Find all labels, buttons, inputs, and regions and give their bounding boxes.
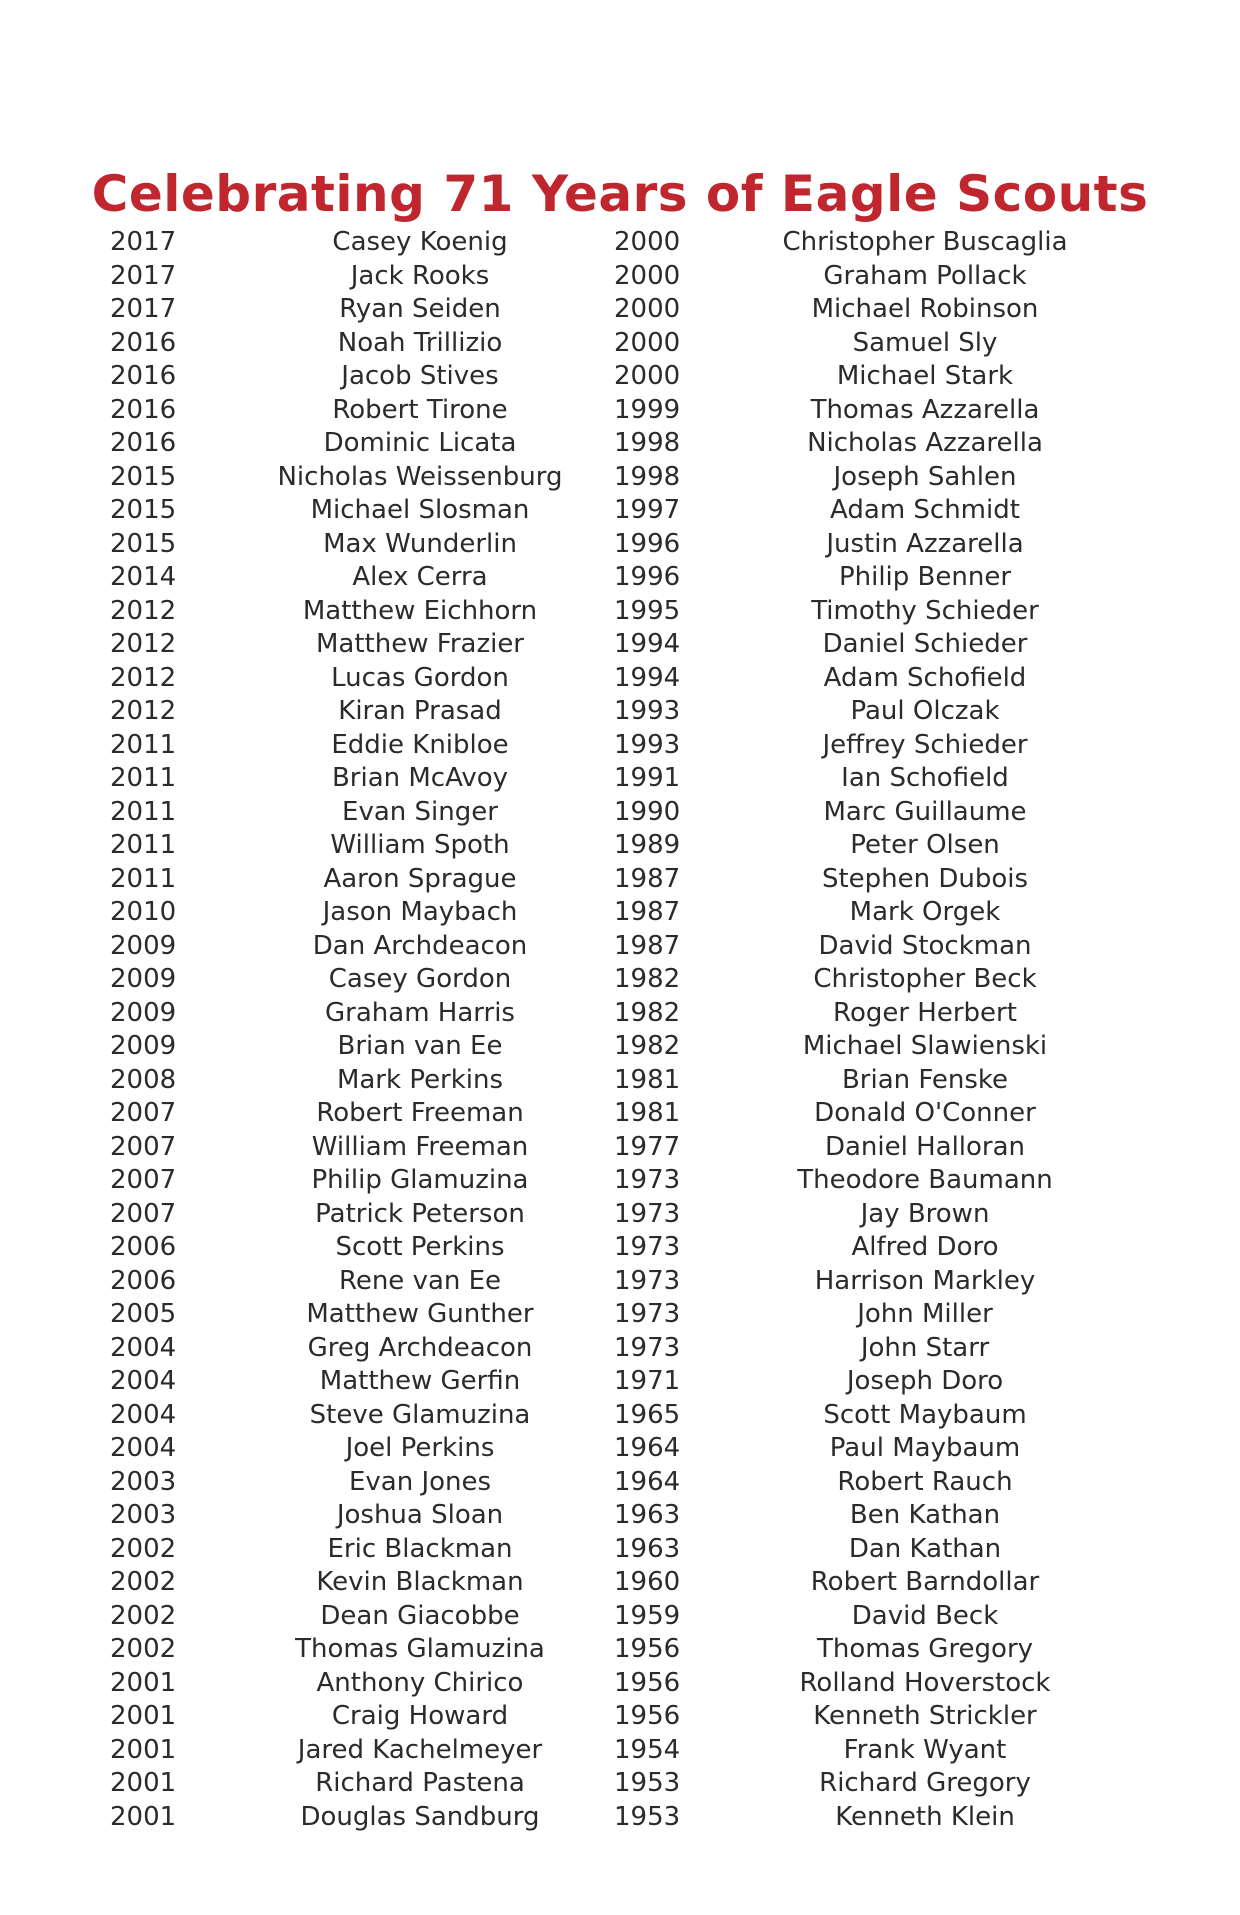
right-year: 1987 bbox=[614, 930, 681, 961]
left-name: Mark Perkins bbox=[336, 1064, 504, 1095]
right-year: 1998 bbox=[614, 461, 681, 492]
list-row bbox=[0, 226, 1240, 260]
left-year: 2017 bbox=[110, 227, 177, 257]
left-year: 2004 bbox=[110, 1332, 177, 1363]
right-year: 1956 bbox=[614, 1701, 681, 1731]
right-name: Kenneth Strickler bbox=[813, 1701, 1037, 1731]
left-year: 2005 bbox=[110, 1299, 177, 1329]
list-row bbox=[0, 695, 1240, 729]
left-name: William Spoth bbox=[330, 830, 510, 860]
list-row bbox=[0, 461, 1240, 495]
left-year: 2015 bbox=[110, 461, 177, 492]
right-year: 1971 bbox=[614, 1366, 681, 1396]
list-row bbox=[0, 1298, 1240, 1332]
left-year: 2007 bbox=[110, 1165, 177, 1195]
right-name: Ben Kathan bbox=[849, 1500, 1001, 1530]
left-name: Alex Cerra bbox=[352, 562, 488, 592]
left-name: Eric Blackman bbox=[327, 1533, 513, 1564]
right-year: 1993 bbox=[614, 696, 681, 726]
left-year: 2008 bbox=[110, 1064, 177, 1095]
right-year: 1973 bbox=[614, 1232, 681, 1262]
right-name: Daniel Schieder bbox=[822, 629, 1028, 659]
right-year: 1963 bbox=[614, 1500, 681, 1530]
right-name: Marc Guillaume bbox=[823, 796, 1027, 827]
left-name: Lucas Gordon bbox=[331, 662, 509, 693]
list-row bbox=[0, 561, 1240, 595]
right-name: Christopher Beck bbox=[813, 964, 1037, 994]
left-year: 2003 bbox=[110, 1500, 177, 1530]
left-year: 2002 bbox=[110, 1533, 177, 1564]
left-year: 2006 bbox=[110, 1265, 177, 1296]
left-year: 2009 bbox=[110, 997, 177, 1028]
list-row bbox=[0, 1767, 1240, 1801]
left-year: 2016 bbox=[110, 327, 177, 358]
right-year: 1987 bbox=[614, 863, 681, 894]
right-year: 1956 bbox=[614, 1667, 681, 1698]
right-year: 1996 bbox=[614, 562, 681, 592]
list-row bbox=[0, 1131, 1240, 1165]
right-year: 1981 bbox=[614, 1098, 681, 1128]
right-name: Mark Orgek bbox=[849, 897, 1001, 927]
list-row bbox=[0, 1600, 1240, 1634]
right-name: Thomas Gregory bbox=[816, 1634, 1034, 1664]
right-name: David Stockman bbox=[818, 930, 1032, 961]
left-year: 2002 bbox=[110, 1600, 177, 1631]
right-year: 1994 bbox=[614, 629, 681, 659]
list-row bbox=[0, 628, 1240, 662]
right-year: 1973 bbox=[614, 1265, 681, 1296]
left-year: 2002 bbox=[110, 1567, 177, 1597]
right-name: Jeffrey Schieder bbox=[822, 729, 1028, 760]
left-name: Richard Pastena bbox=[315, 1768, 525, 1798]
list-row bbox=[0, 394, 1240, 428]
left-year: 2012 bbox=[110, 662, 177, 693]
left-year: 2015 bbox=[110, 528, 177, 559]
list-row bbox=[0, 595, 1240, 629]
right-name: Adam Schmidt bbox=[830, 495, 1020, 525]
left-name: Anthony Chirico bbox=[316, 1667, 524, 1698]
right-name: Samuel Sly bbox=[852, 327, 998, 358]
right-year: 2000 bbox=[614, 227, 681, 257]
right-year: 2000 bbox=[614, 294, 681, 324]
left-name: Matthew Gunther bbox=[306, 1299, 534, 1329]
right-year: 1990 bbox=[614, 796, 681, 827]
right-year: 1959 bbox=[614, 1600, 681, 1631]
list-row bbox=[0, 1365, 1240, 1399]
left-year: 2003 bbox=[110, 1466, 177, 1497]
right-year: 1987 bbox=[614, 897, 681, 927]
left-year: 2009 bbox=[110, 964, 177, 994]
left-name: Thomas Glamuzina bbox=[295, 1634, 545, 1664]
list-row bbox=[0, 1499, 1240, 1533]
left-name: Evan Jones bbox=[348, 1466, 492, 1497]
list-row bbox=[0, 1466, 1240, 1500]
list-row bbox=[0, 997, 1240, 1031]
right-name: Richard Gregory bbox=[819, 1768, 1031, 1798]
right-name: Donald O'Conner bbox=[814, 1098, 1036, 1128]
list-row bbox=[0, 896, 1240, 930]
list-row bbox=[0, 1734, 1240, 1768]
list-row bbox=[0, 528, 1240, 562]
list-row bbox=[0, 1700, 1240, 1734]
right-year: 1995 bbox=[614, 595, 681, 626]
left-name: Matthew Gerfin bbox=[319, 1366, 521, 1396]
left-name: Robert Freeman bbox=[316, 1098, 524, 1128]
right-year: 1996 bbox=[614, 528, 681, 559]
left-year: 2009 bbox=[110, 930, 177, 961]
left-name: Craig Howard bbox=[331, 1701, 509, 1731]
right-year: 1965 bbox=[614, 1399, 681, 1430]
left-name: Jared Kachelmeyer bbox=[297, 1734, 543, 1765]
right-year: 1960 bbox=[614, 1567, 681, 1597]
right-name: David Beck bbox=[851, 1600, 999, 1631]
left-name: Dominic Licata bbox=[323, 428, 517, 458]
right-name: Adam Schofield bbox=[823, 662, 1027, 693]
list-row bbox=[0, 360, 1240, 394]
list-row bbox=[0, 762, 1240, 796]
right-name: Michael Robinson bbox=[811, 294, 1039, 324]
left-name: Kiran Prasad bbox=[338, 696, 502, 726]
list-row bbox=[0, 729, 1240, 763]
left-year: 2011 bbox=[110, 796, 177, 827]
right-name: Joseph Doro bbox=[846, 1366, 1004, 1396]
right-year: 1956 bbox=[614, 1634, 681, 1664]
left-name: Douglas Sandburg bbox=[300, 1801, 540, 1832]
left-year: 2007 bbox=[110, 1131, 177, 1162]
left-year: 2016 bbox=[110, 428, 177, 458]
right-year: 1999 bbox=[614, 394, 681, 425]
right-name: Thomas Azzarella bbox=[810, 394, 1040, 425]
left-year: 2010 bbox=[110, 897, 177, 927]
left-year: 2009 bbox=[110, 1031, 177, 1061]
right-year: 1993 bbox=[614, 729, 681, 760]
left-year: 2001 bbox=[110, 1734, 177, 1765]
right-year: 1991 bbox=[614, 763, 681, 793]
right-name: Robert Barndollar bbox=[810, 1567, 1040, 1597]
right-name: Kenneth Klein bbox=[835, 1801, 1015, 1832]
right-name: Stephen Dubois bbox=[821, 863, 1029, 894]
right-year: 1954 bbox=[614, 1734, 681, 1765]
right-name: Paul Olczak bbox=[850, 696, 1000, 726]
right-name: Joseph Sahlen bbox=[833, 461, 1017, 492]
list-row bbox=[0, 1030, 1240, 1064]
left-year: 2002 bbox=[110, 1634, 177, 1664]
left-name: Casey Gordon bbox=[328, 964, 512, 994]
list-row bbox=[0, 1198, 1240, 1232]
list-row bbox=[0, 1164, 1240, 1198]
eagle-scout-list bbox=[0, 226, 1240, 1834]
left-year: 2004 bbox=[110, 1399, 177, 1430]
right-year: 1982 bbox=[614, 997, 681, 1028]
left-name: Patrick Peterson bbox=[315, 1198, 525, 1229]
left-year: 2011 bbox=[110, 830, 177, 860]
list-row bbox=[0, 1566, 1240, 1600]
right-name: Michael Slawienski bbox=[802, 1031, 1048, 1061]
left-year: 2014 bbox=[110, 562, 177, 592]
left-name: Dean Giacobbe bbox=[320, 1600, 520, 1631]
right-name: Alfred Doro bbox=[851, 1232, 999, 1262]
list-row bbox=[0, 1633, 1240, 1667]
right-year: 1973 bbox=[614, 1332, 681, 1363]
list-row bbox=[0, 327, 1240, 361]
list-row bbox=[0, 1097, 1240, 1131]
left-year: 2012 bbox=[110, 629, 177, 659]
list-row bbox=[0, 427, 1240, 461]
left-name: Matthew Eichhorn bbox=[302, 595, 538, 626]
right-name: Rolland Hoverstock bbox=[799, 1667, 1051, 1698]
left-year: 2011 bbox=[110, 863, 177, 894]
list-row bbox=[0, 293, 1240, 327]
right-name: Daniel Halloran bbox=[824, 1131, 1026, 1162]
list-row bbox=[0, 1667, 1240, 1701]
list-row bbox=[0, 1064, 1240, 1098]
left-year: 2017 bbox=[110, 294, 177, 324]
left-name: Jason Maybach bbox=[322, 897, 518, 927]
left-year: 2001 bbox=[110, 1801, 177, 1832]
list-row bbox=[0, 796, 1240, 830]
right-year: 1997 bbox=[614, 495, 681, 525]
right-name: Nicholas Azzarella bbox=[807, 428, 1043, 458]
list-row bbox=[0, 1332, 1240, 1366]
left-year: 2012 bbox=[110, 696, 177, 726]
right-name: John Miller bbox=[857, 1299, 993, 1329]
left-name: Noah Trillizio bbox=[337, 327, 503, 358]
left-year: 2001 bbox=[110, 1701, 177, 1731]
right-year: 1973 bbox=[614, 1165, 681, 1195]
left-name: Joel Perkins bbox=[345, 1433, 495, 1463]
right-year: 1977 bbox=[614, 1131, 681, 1162]
left-name: Nicholas Weissenburg bbox=[277, 461, 563, 492]
left-year: 2016 bbox=[110, 361, 177, 391]
right-year: 1989 bbox=[614, 830, 681, 860]
right-name: Harrison Markley bbox=[814, 1265, 1036, 1296]
left-name: Ryan Seiden bbox=[339, 294, 501, 324]
list-row bbox=[0, 1801, 1240, 1835]
left-name: Michael Slosman bbox=[310, 495, 530, 525]
right-year: 1964 bbox=[614, 1433, 681, 1463]
left-name: Jacob Stives bbox=[341, 361, 499, 391]
right-year: 1953 bbox=[614, 1768, 681, 1798]
list-row bbox=[0, 494, 1240, 528]
right-name: Christopher Buscaglia bbox=[782, 227, 1068, 257]
right-name: Roger Herbert bbox=[833, 997, 1017, 1028]
left-name: Kevin Blackman bbox=[316, 1567, 524, 1597]
right-year: 1964 bbox=[614, 1466, 681, 1497]
right-name: Scott Maybaum bbox=[823, 1399, 1027, 1430]
right-name: John Starr bbox=[860, 1332, 990, 1363]
right-year: 1982 bbox=[614, 964, 681, 994]
list-row bbox=[0, 863, 1240, 897]
left-name: Dan Archdeacon bbox=[312, 930, 528, 961]
list-row bbox=[0, 1265, 1240, 1299]
right-year: 1981 bbox=[614, 1064, 681, 1095]
left-name: Philip Glamuzina bbox=[311, 1165, 529, 1195]
page-title: Celebrating 71 Years of Eagle Scouts bbox=[91, 165, 1149, 223]
right-year: 2000 bbox=[614, 361, 681, 391]
left-name: Brian van Ee bbox=[337, 1031, 503, 1061]
left-year: 2004 bbox=[110, 1433, 177, 1463]
right-name: Robert Rauch bbox=[837, 1466, 1013, 1497]
right-name: Michael Stark bbox=[836, 361, 1014, 391]
left-name: Robert Tirone bbox=[332, 394, 508, 425]
right-year: 1998 bbox=[614, 428, 681, 458]
right-name: Timothy Schieder bbox=[811, 595, 1039, 626]
right-name: Ian Schofield bbox=[841, 763, 1009, 793]
right-name: Frank Wyant bbox=[843, 1734, 1007, 1765]
left-year: 2012 bbox=[110, 595, 177, 626]
right-year: 1953 bbox=[614, 1801, 681, 1832]
right-year: 1963 bbox=[614, 1533, 681, 1564]
left-year: 2015 bbox=[110, 495, 177, 525]
left-name: Scott Perkins bbox=[335, 1232, 505, 1262]
left-year: 2017 bbox=[110, 260, 177, 291]
right-name: Brian Fenske bbox=[841, 1064, 1009, 1095]
left-name: Matthew Frazier bbox=[316, 629, 524, 659]
right-name: Philip Benner bbox=[838, 562, 1012, 592]
right-year: 2000 bbox=[614, 327, 681, 358]
list-row bbox=[0, 1231, 1240, 1265]
left-name: Brian McAvoy bbox=[331, 763, 509, 793]
left-year: 2006 bbox=[110, 1232, 177, 1262]
list-row bbox=[0, 1533, 1240, 1567]
left-name: Rene van Ee bbox=[338, 1265, 502, 1296]
left-year: 2007 bbox=[110, 1098, 177, 1128]
left-year: 2007 bbox=[110, 1198, 177, 1229]
list-row bbox=[0, 662, 1240, 696]
left-year: 2016 bbox=[110, 394, 177, 425]
left-year: 2001 bbox=[110, 1768, 177, 1798]
left-name: Eddie Knibloe bbox=[331, 729, 509, 760]
right-year: 2000 bbox=[614, 260, 681, 291]
left-year: 2011 bbox=[110, 763, 177, 793]
left-year: 2001 bbox=[110, 1667, 177, 1698]
right-year: 1982 bbox=[614, 1031, 681, 1061]
left-name: Greg Archdeacon bbox=[307, 1332, 533, 1363]
left-year: 2011 bbox=[110, 729, 177, 760]
left-name: Aaron Sprague bbox=[323, 863, 517, 894]
list-row bbox=[0, 1432, 1240, 1466]
list-row bbox=[0, 930, 1240, 964]
left-name: Evan Singer bbox=[342, 796, 498, 827]
list-row bbox=[0, 963, 1240, 997]
list-row bbox=[0, 829, 1240, 863]
list-row bbox=[0, 260, 1240, 294]
left-name: Casey Koenig bbox=[332, 227, 508, 257]
right-name: Peter Olsen bbox=[850, 830, 1000, 860]
right-name: Paul Maybaum bbox=[829, 1433, 1021, 1463]
right-name: Theodore Baumann bbox=[797, 1165, 1053, 1195]
left-name: Max Wunderlin bbox=[323, 528, 517, 559]
right-name: Justin Azzarella bbox=[826, 528, 1024, 559]
right-year: 1973 bbox=[614, 1198, 681, 1229]
left-name: Graham Harris bbox=[325, 997, 515, 1028]
left-year: 2004 bbox=[110, 1366, 177, 1396]
right-name: Graham Pollack bbox=[823, 260, 1027, 291]
left-name: Steve Glamuzina bbox=[309, 1399, 531, 1430]
right-name: Dan Kathan bbox=[848, 1533, 1002, 1564]
right-year: 1994 bbox=[614, 662, 681, 693]
list-row bbox=[0, 1399, 1240, 1433]
left-name: Joshua Sloan bbox=[336, 1500, 504, 1530]
right-year: 1973 bbox=[614, 1299, 681, 1329]
right-name: Jay Brown bbox=[860, 1198, 990, 1229]
left-name: Jack Rooks bbox=[350, 260, 490, 291]
left-name: William Freeman bbox=[311, 1131, 529, 1162]
